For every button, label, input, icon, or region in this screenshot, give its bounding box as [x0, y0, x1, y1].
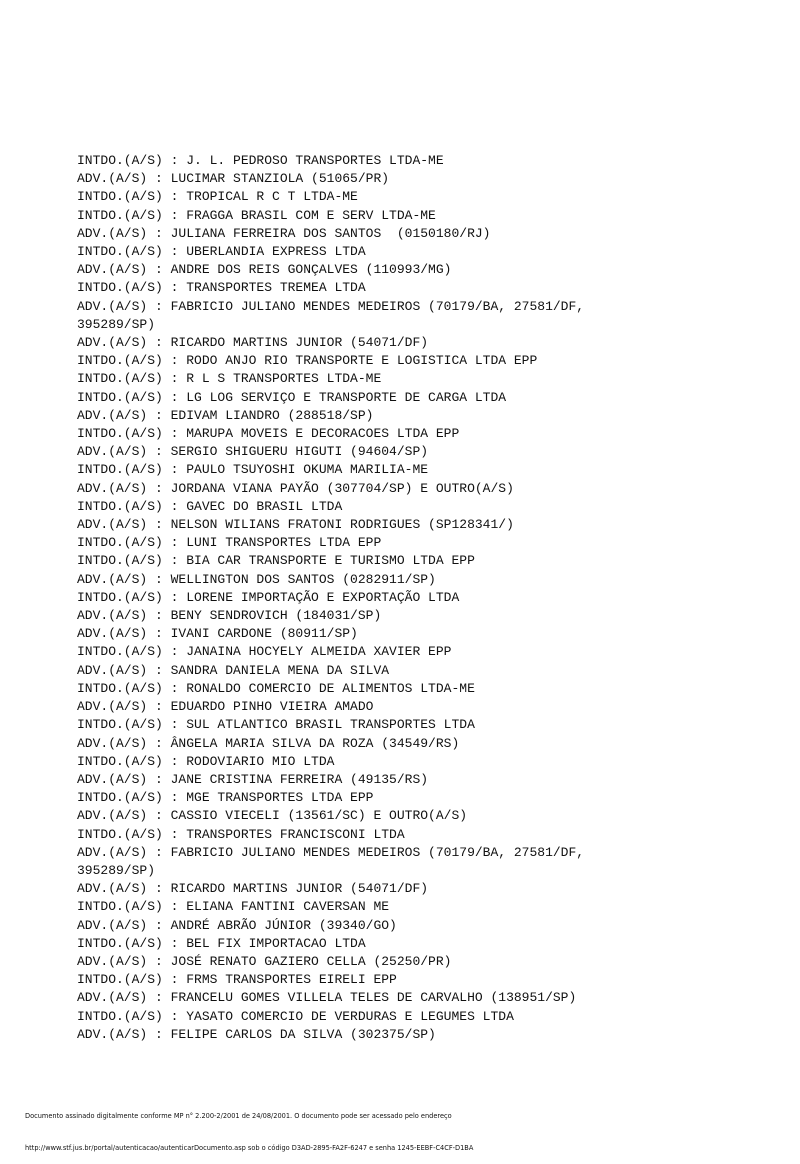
party-entry: INTDO.(A/S) : BEL FIX IMPORTACAO LTDA — [77, 935, 366, 951]
party-entry: ADV.(A/S) : JORDANA VIANA PAYÃO (307704/SP) E OUTRO(A/S) — [77, 480, 514, 496]
party-entry: INTDO.(A/S) : J. L. PEDROSO TRANSPORTES LTDA-ME — [77, 153, 444, 168]
party-entry: INTDO.(A/S) : PAULO TSUYOSHI OKUMA MARILIA-ME — [77, 462, 429, 478]
party-entry: INTDO.(A/S) : UBERLANDIA EXPRESS LTDA — [77, 244, 366, 260]
party-entry: INTDO.(A/S) : LG LOG SERVIÇO E TRANSPORTE DE CARGA LTDA — [77, 389, 507, 405]
party-entry: ADV.(A/S) : ANDRE DOS REIS GONÇALVES (110993/MG) — [77, 262, 452, 278]
party-entry: INTDO.(A/S) : TRANSPORTES TREMEA LTDA — [77, 280, 366, 296]
party-entry: INTDO.(A/S) : MGE TRANSPORTES LTDA EPP — [77, 790, 374, 806]
party-entry: ADV.(A/S) : ANDRÉ ABRÃO JÚNIOR (39340/GO) — [77, 917, 397, 933]
party-entry: ADV.(A/S) : JOSÉ RENATO GAZIERO CELLA (25250/PR) — [77, 953, 452, 969]
party-entry: ADV.(A/S) : FELIPE CARLOS DA SILVA (302375/SP) — [77, 1026, 436, 1042]
party-list — [77, 152, 737, 1044]
party-entry: ADV.(A/S) : RICARDO MARTINS JUNIOR (54071/DF) — [77, 881, 429, 897]
party-entry: INTDO.(A/S) : TROPICAL R C T LTDA-ME — [77, 189, 358, 205]
party-entry: ADV.(A/S) : NELSON WILIANS FRATONI RODRIGUES (SP128341/) — [77, 517, 514, 533]
party-entry: INTDO.(A/S) : JANAINA HOCYELY ALMEIDA XAVIER EPP — [77, 644, 452, 660]
party-entry: INTDO.(A/S) : YASATO COMERCIO DE VERDURAS E LEGUMES LTDA — [77, 1008, 514, 1024]
party-entry: ADV.(A/S) : EDUARDO PINHO VIEIRA AMADO — [77, 699, 374, 715]
party-entry: ADV.(A/S) : RICARDO MARTINS JUNIOR (54071/DF) — [77, 335, 429, 351]
party-entry: ADV.(A/S) : SERGIO SHIGUERU HIGUTI (94604/SP) — [77, 444, 429, 460]
party-entry: ADV.(A/S) : SANDRA DANIELA MENA DA SILVA — [77, 662, 390, 678]
party-entry: INTDO.(A/S) : RONALDO COMERCIO DE ALIMENTOS LTDA-ME — [77, 680, 475, 696]
party-entry: INTDO.(A/S) : GAVEC DO BRASIL LTDA — [77, 498, 343, 514]
party-entry: INTDO.(A/S) : TRANSPORTES FRANCISCONI LTDA — [77, 826, 405, 842]
party-entry: ADV.(A/S) : EDIVAM LIANDRO (288518/SP) — [77, 407, 374, 423]
party-entry: ADV.(A/S) : WELLINGTON DOS SANTOS (0282911/SP) — [77, 571, 436, 587]
party-entry: INTDO.(A/S) : FRMS TRANSPORTES EIRELI EPP — [77, 972, 397, 988]
digital-signature-footer — [25, 1090, 785, 1164]
footer-signature-notice: Documento assinado digitalmente conforme MP n° 2.200-2/2001 de 24/08/2001. O documento pode ser acessado pelo endereço — [25, 1112, 452, 1120]
party-entry: ADV.(A/S) : LUCIMAR STANZIOLA (51065/PR) — [77, 171, 390, 187]
party-entry: ADV.(A/S) : JANE CRISTINA FERREIRA (49135/RS) — [77, 771, 429, 787]
party-entry: INTDO.(A/S) : MARUPA MOVEIS E DECORACOES LTDA EPP — [77, 426, 460, 442]
party-entry: ADV.(A/S) : JULIANA FERREIRA DOS SANTOS (0150180/RJ) — [77, 225, 491, 241]
party-entry: INTDO.(A/S) : SUL ATLANTICO BRASIL TRANSPORTES LTDA — [77, 717, 475, 733]
party-entry: ADV.(A/S) : CASSIO VIECELI (13561/SC) E OUTRO(A/S) — [77, 808, 468, 824]
party-entry: INTDO.(A/S) : FRAGGA BRASIL COM E SERV LTDA-ME — [77, 207, 436, 223]
party-entry: INTDO.(A/S) : ELIANA FANTINI CAVERSAN ME — [77, 899, 390, 915]
party-entry: INTDO.(A/S) : LUNI TRANSPORTES LTDA EPP — [77, 535, 382, 551]
party-entry: INTDO.(A/S) : RODOVIARIO MIO LTDA — [77, 753, 335, 769]
party-entry: INTDO.(A/S) : RODO ANJO RIO TRANSPORTE E LOGISTICA LTDA EPP — [77, 353, 538, 369]
party-entry: ADV.(A/S) : BENY SENDROVICH (184031/SP) — [77, 608, 382, 624]
party-entry: ADV.(A/S) : ÂNGELA MARIA SILVA DA ROZA (34549/RS) — [77, 735, 460, 751]
party-entry: INTDO.(A/S) : R L S TRANSPORTES LTDA-ME — [77, 371, 382, 387]
party-entry: ADV.(A/S) : FABRICIO JULIANO MENDES MEDEIROS (70179/BA, 27581/DF, 395289/SP) — [77, 844, 585, 878]
party-entry: ADV.(A/S) : FRANCELU GOMES VILLELA TELES DE CARVALHO (138951/SP) — [77, 990, 577, 1006]
party-entry: ADV.(A/S) : IVANI CARDONE (80911/SP) — [77, 626, 358, 642]
party-entry: INTDO.(A/S) : LORENE IMPORTAÇÃO E EXPORTAÇÃO LTDA — [77, 589, 460, 605]
footer-verification-url: http://www.stf.jus.br/portal/autenticacao/autenticarDocumento.asp sob o código D3AD-2895-FA2F-6247 e senha 1245-EEBF-C4CF-D1BA — [25, 1143, 474, 1152]
party-entry: ADV.(A/S) : FABRICIO JULIANO MENDES MEDEIROS (70179/BA, 27581/DF, 395289/SP) — [77, 298, 585, 332]
party-entry: INTDO.(A/S) : BIA CAR TRANSPORTE E TURISMO LTDA EPP — [77, 553, 475, 569]
